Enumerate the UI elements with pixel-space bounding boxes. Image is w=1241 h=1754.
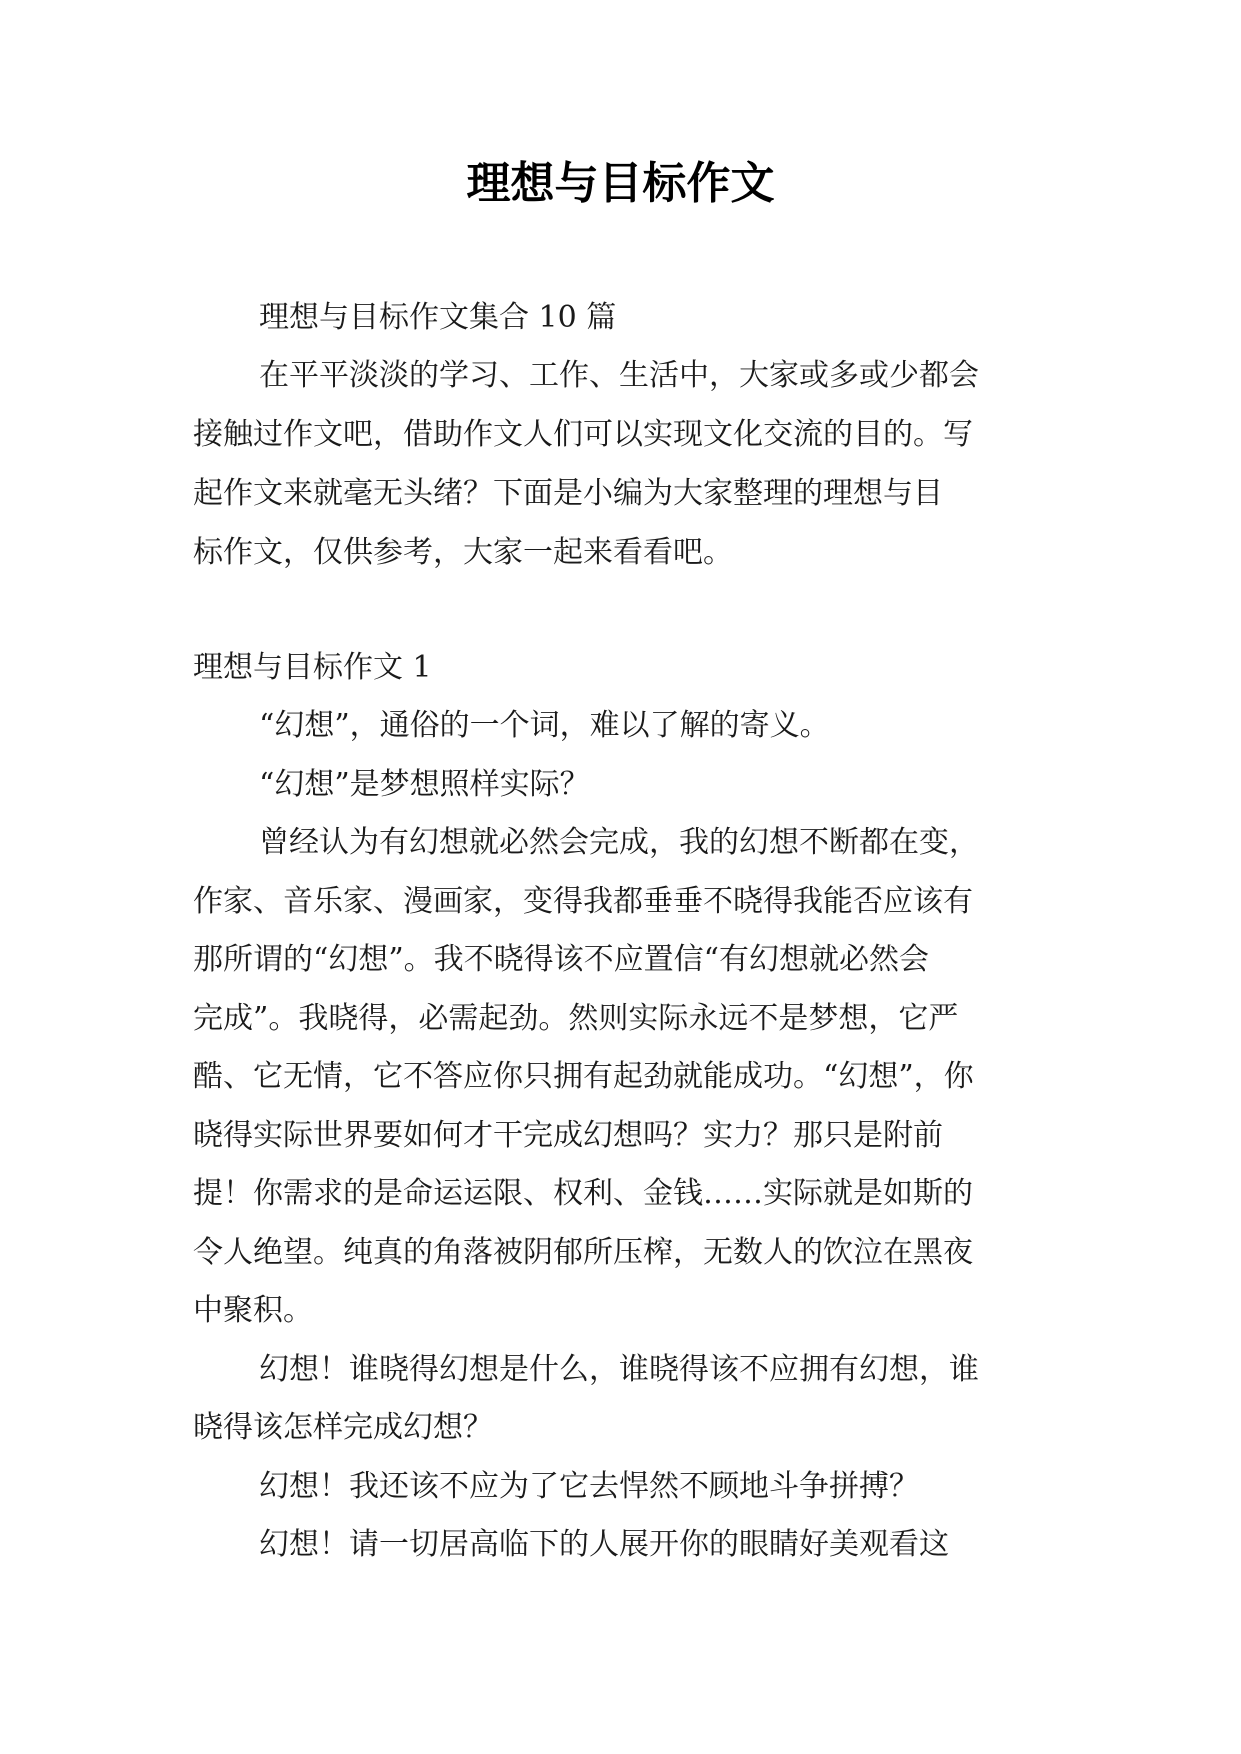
paragraph-line: 起作文来就毫无头绪？下面是小编为大家整理的理想与目 [193,476,943,511]
paragraph-line: “幻想”是梦想照样实际？ [259,767,590,802]
paragraph-line: 晓得该怎样完成幻想？ [193,1410,493,1445]
paragraph-line: 完成”。我晓得，必需起劲。然则实际永远不是梦想，它严 [193,1001,959,1036]
subtitle-line: 理想与目标作文集合 10 篇 [259,300,617,335]
paragraph-line: 幻想！我还该不应为了它去悍然不顾地斗争拼搏？ [259,1469,919,1504]
paragraph-line: 幻想！谁晓得幻想是什么，谁晓得该不应拥有幻想，谁 [259,1352,979,1387]
paragraph-line: 那所谓的“幻想”。我不晓得该不应置信“有幻想就必然会 [193,942,930,977]
document-title: 理想与目标作文 [466,158,775,209]
paragraph-line: “幻想”，通俗的一个词，难以了解的寄义。 [259,708,830,743]
paragraph-line: 提！你需求的是命运运限、权利、金钱……实际就是如斯的 [193,1176,973,1211]
paragraph-line: 接触过作文吧，借助作文人们可以实现文化交流的目的。写 [193,417,973,452]
paragraph-line: 酷、它无情，它不答应你只拥有起劲就能成功。“幻想”，你 [193,1059,974,1094]
paragraph-line: 在平平淡淡的学习、工作、生活中，大家或多或少都会 [259,358,979,393]
paragraph-line: 中聚积。 [193,1293,313,1328]
paragraph-line: 标作文，仅供参考，大家一起来看看吧。 [193,535,733,570]
paragraph-line: 幻想！请一切居高临下的人展开你的眼睛好美观看这 [259,1527,949,1562]
paragraph-line: 作家、音乐家、漫画家，变得我都垂垂不晓得我能否应该有 [193,884,973,919]
paragraph-line: 晓得实际世界要如何才干完成幻想吗？实力？那只是附前 [193,1118,943,1153]
section-heading: 理想与目标作文 1 [193,650,432,685]
paragraph-line: 曾经认为有幻想就必然会完成，我的幻想不断都在变， [259,825,979,860]
paragraph-line: 令人绝望。纯真的角落被阴郁所压榨，无数人的饮泣在黑夜 [193,1235,973,1270]
